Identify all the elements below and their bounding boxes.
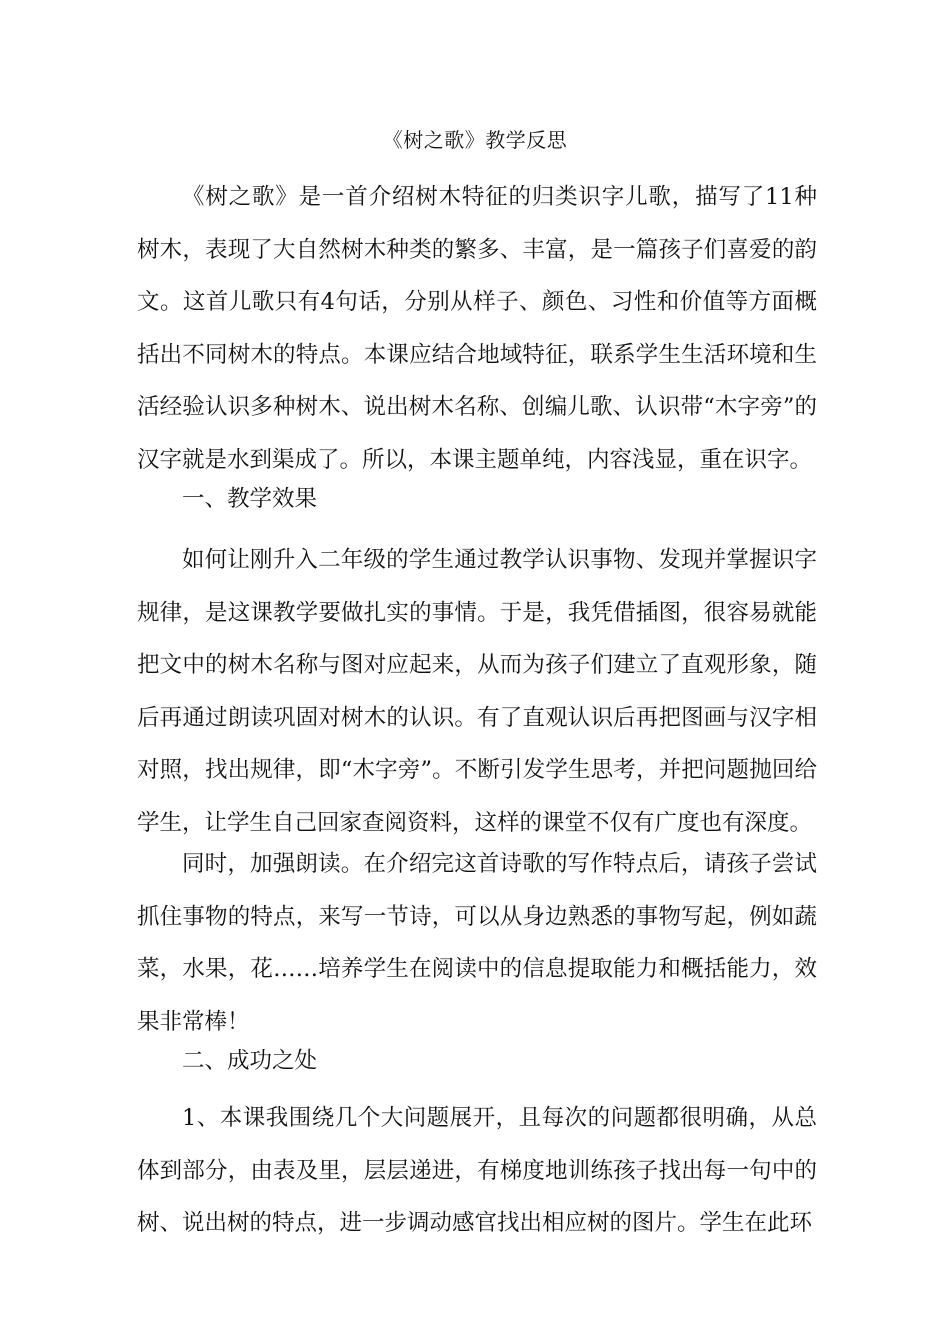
- section-heading-1-block: [137, 473, 817, 526]
- section-heading-teaching-effect: 一、教学效果: [182, 486, 318, 512]
- document-body: [137, 171, 817, 486]
- paragraph-intro: 《树之歌》是一首介绍树木特征的归类识字儿歌，描写了11种树木，表现了大自然树木种类的繁多、丰富，是一篇孩子们喜爱的韵文。这首儿歌只有4句话，分别从样子、颜色、习性和价值等方面概括出不同树木的特点。本课应结合地域特征，联系学生生活环境和生活经验认识多种树木、说出树木名称、创编儿歌、认识带“木字旁”的汉字就是水到渠成了。所以，本课主题单纯，内容浅显，重在识字。: [137, 184, 817, 473]
- section-heading-success: 二、成功之处: [182, 1048, 318, 1074]
- paragraph-success-1: 1、本课我围绕几个大问题展开，且每次的问题都很明确，从总体到部分，由表及里，层层递进，有梯度地训练孩子找出每一句中的树、说出树的特点，进一步调动感官找出相应树的图片。学生在此环: [137, 1105, 817, 1236]
- section-heading-2-block: [137, 1035, 817, 1088]
- paragraph-block-2: [137, 534, 817, 849]
- paragraph-teaching-effect: 如何让刚升入二年级的学生通过教学认识事物、发现并掌握识字规律，是这课教学要做扎实的事情。于是，我凭借插图，很容易就能把文中的树木名称与图对应起来，从而为孩子们建立了直观形象，随后再通过朗读巩固对树木的认识。有了直观认识后再把图画与汉字相对照，找出规律，即“木字旁”。不断引发学生思考，并把问题抛回给学生，让学生自己回家查阅资料，这样的课堂不仅有广度也有深度。: [137, 547, 817, 836]
- paragraph-block-3: [137, 838, 817, 1048]
- paragraph-reading: 同时，加强朗读。在介绍完这首诗歌的写作特点后，请孩子尝试抓住事物的特点，来写一节诗，可以从身边熟悉的事物写起，例如蔬菜，水果，花……培养学生在阅读中的信息提取能力和概括能力，效果非常棒！: [137, 851, 817, 1035]
- paragraph-block-5: [137, 1092, 817, 1250]
- document-title: 《树之歌》教学反思: [382, 128, 568, 152]
